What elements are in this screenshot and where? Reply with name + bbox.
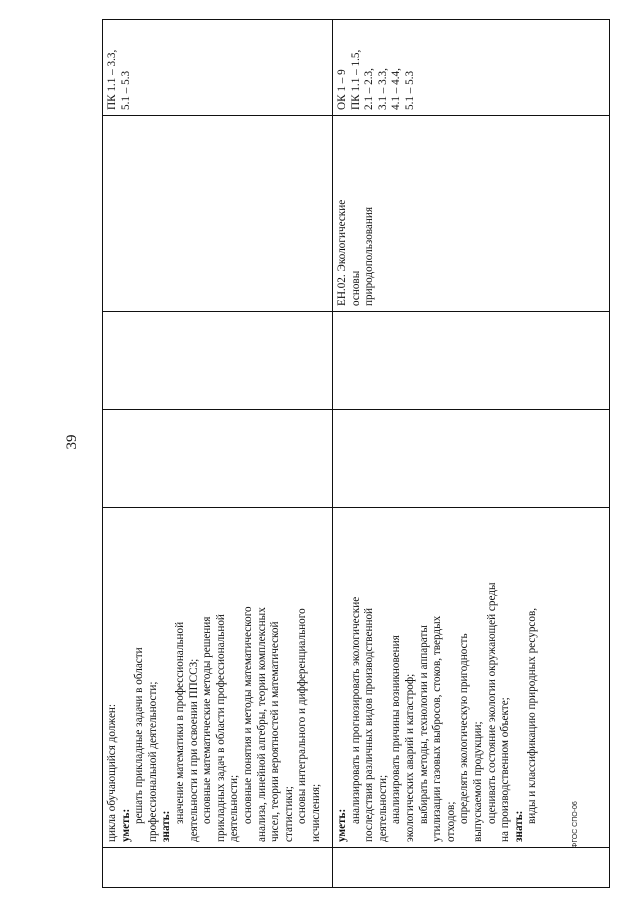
text-line: знать: bbox=[160, 810, 173, 842]
hours-class-cell bbox=[333, 312, 610, 410]
text-line: основные математические методы решения bbox=[201, 616, 214, 824]
hours-max-cell bbox=[103, 410, 333, 508]
text-line: анализировать причины возникновения bbox=[390, 635, 403, 824]
index-cell bbox=[333, 848, 610, 888]
text-line: 2.1 – 2.3, bbox=[363, 68, 376, 110]
text-line: на производственном объекте; bbox=[499, 697, 512, 842]
text-line: прикладных задач в области профессиональной bbox=[214, 614, 227, 842]
skills-cell bbox=[333, 508, 610, 848]
skills-cell bbox=[103, 508, 333, 848]
table-row-ecology bbox=[333, 20, 610, 888]
text-line: цикла обучающийся должен: bbox=[106, 703, 118, 842]
text-line: выпускаемой продукции; bbox=[471, 721, 484, 842]
text-line: утилизации газовых выбросов, стоков, твердых bbox=[431, 615, 444, 842]
skills-text bbox=[336, 513, 540, 842]
skills-text bbox=[106, 513, 324, 842]
table-row-math bbox=[103, 20, 333, 888]
text-line: статистики; bbox=[282, 786, 295, 842]
text-line: ПК 1.1 – 1.5, bbox=[349, 49, 362, 110]
text-line: знать: bbox=[512, 810, 525, 842]
discipline-cell bbox=[103, 116, 333, 312]
competency-table bbox=[102, 19, 610, 888]
page-number: 39 bbox=[64, 434, 80, 450]
text-line: экологических аварий и катастроф; bbox=[403, 673, 416, 842]
text-line: виды и классификацию природных ресурсов, bbox=[526, 607, 539, 824]
text-line: оценивать состояние экологии окружающей среды bbox=[485, 582, 498, 824]
competency-table-rotated bbox=[102, 20, 610, 888]
text-line: природопользования bbox=[363, 206, 376, 306]
text-line: анализа, линейной алгебры, теории комплексных bbox=[255, 607, 268, 842]
text-line: деятельности; bbox=[376, 774, 389, 842]
text-line: исчисления; bbox=[309, 783, 322, 842]
competencies-cell bbox=[103, 20, 333, 116]
text-line: 4.1 – 4.4, bbox=[390, 68, 403, 110]
text-line: 3.1 – 3.3, bbox=[376, 68, 389, 110]
text-line: отходов; bbox=[444, 801, 457, 842]
text-line: значение математики в профессиональной bbox=[173, 621, 186, 824]
text-line: анализировать и прогнозировать экологические bbox=[349, 596, 362, 824]
footer-mark: ФГОС СПО-06 bbox=[572, 801, 579, 848]
discipline-text bbox=[336, 121, 377, 306]
text-line: деятельности и при освоении ППССЗ; bbox=[187, 658, 200, 842]
text-line: основы bbox=[349, 270, 362, 306]
text-line: ПК 1.1 – 3.3, bbox=[106, 49, 118, 110]
index-cell bbox=[103, 848, 333, 888]
text-line: основы интегрального и дифференциального bbox=[296, 608, 309, 824]
text-line: профессиональной деятельности; bbox=[146, 681, 159, 842]
text-line: 5.1 – 5.3 bbox=[403, 70, 416, 110]
text-line: деятельности; bbox=[228, 774, 241, 842]
text-line: уметь: bbox=[336, 808, 348, 842]
text-line: последствия различных видов производственной bbox=[363, 607, 376, 842]
text-line: ОК 1 – 9 bbox=[336, 69, 348, 110]
text-line: уметь: bbox=[119, 808, 132, 842]
hours-class-cell bbox=[103, 312, 333, 410]
text-line: чисел, теории вероятностей и математической bbox=[269, 621, 282, 842]
discipline-cell bbox=[333, 116, 610, 312]
competencies-text bbox=[106, 25, 133, 110]
text-line: ЕН.02. Экологические bbox=[336, 199, 348, 306]
text-line: выбирать методы, технологии и аппараты bbox=[417, 625, 430, 824]
text-line: решать прикладные задачи в области bbox=[133, 647, 146, 824]
text-line: определять экологическую пригодность bbox=[458, 633, 471, 824]
text-line: основные понятия и методы математического bbox=[241, 606, 254, 824]
competencies-text bbox=[336, 25, 418, 110]
competencies-cell bbox=[333, 20, 610, 116]
hours-max-cell bbox=[333, 410, 610, 508]
text-line: 5.1 – 5.3 bbox=[119, 70, 132, 110]
